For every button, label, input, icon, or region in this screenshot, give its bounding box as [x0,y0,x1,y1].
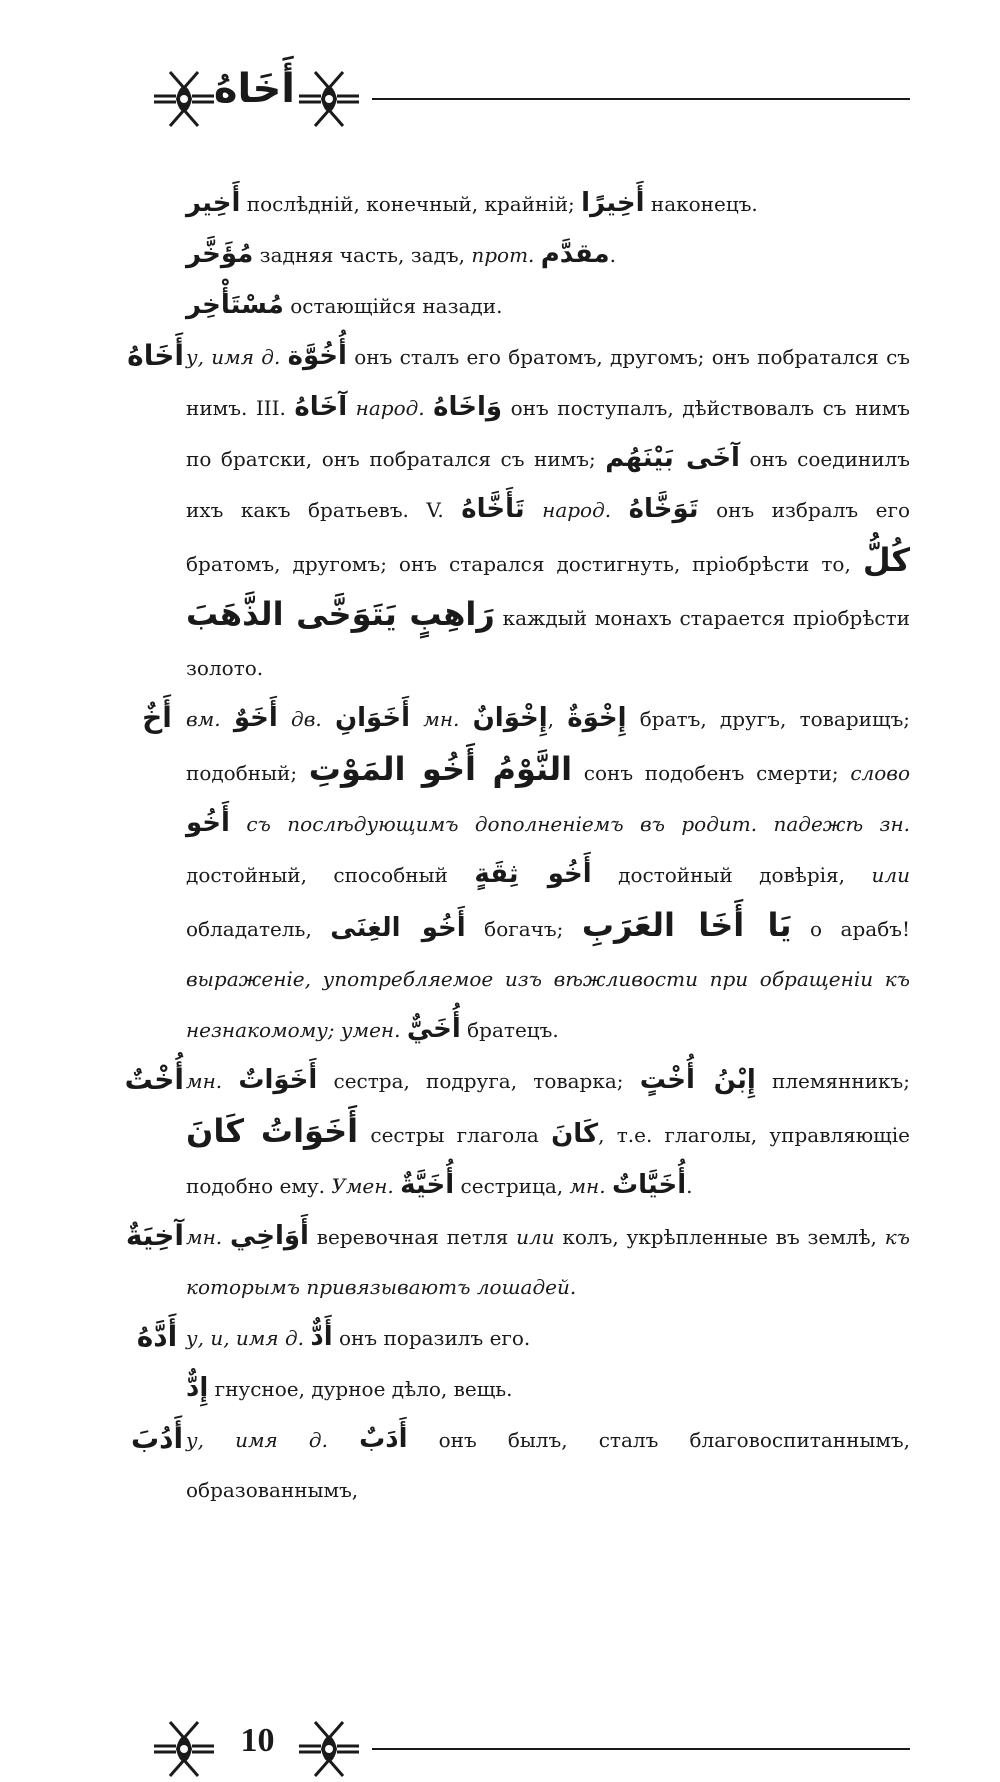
definition-text: , т.е. глаголы, управляющіе подобно ему. [186,1123,911,1198]
definition-text [221,707,234,731]
arabic-term: إِخْوَةٌ [567,703,627,733]
dictionary-subentry [130,178,910,229]
definition-text: достойный, способный [186,863,475,887]
dictionary-entry [127,331,911,693]
arabic-term: أَدَبٌ [359,1424,408,1454]
grammar-note: прот. [471,243,535,267]
dictionary-entry [124,1055,911,1211]
grammar-note: съ послѣдующимъ дополненіемъ въ родит. падежѣ зн. [246,812,910,836]
entry-headword: آخِيَةٌ [125,1219,184,1252]
definition-text: о арабъ! [791,917,910,941]
arabic-term: أَدٌّ [310,1322,333,1352]
grammar-note: дв. [291,707,322,731]
definition-text: сонъ подобенъ смерти; [572,761,851,785]
dictionary-subentry [130,280,910,331]
grammar-note: у, и, имя д. [186,1326,305,1350]
definition-text: колъ, укрѣпленные въ землѣ, [554,1225,885,1249]
grammar-note: слово [850,761,910,785]
definition-text: онъ сталъ его братомъ, другомъ; онъ побратался съ нимъ. III. [186,345,910,420]
definition-text: наконецъ. [644,192,758,216]
definition-text: веревочная петля [308,1225,517,1249]
arabic-term: أَخَوَاتٌ [238,1065,318,1095]
dictionary-entry [130,1414,910,1515]
definition-text: . [609,243,616,267]
grammar-note: мн. [186,1069,223,1093]
entry-headword: أَخٌ [142,701,172,734]
definition-text: племянникъ; [755,1069,910,1093]
arabic-term: أَخُو [186,808,230,838]
definition-text [459,707,472,731]
footer-rule [372,1748,910,1750]
dictionary-subentry [130,1363,910,1414]
fleuron-left-icon [150,1712,218,1782]
arabic-term: تَأَخَّاهُ [461,494,525,524]
arabic-term: أُخُوَّة [287,341,347,371]
arabic-term: إِبْنُ أُخْتٍ [639,1065,756,1095]
arabic-term: أَخُو الغِنَى [330,913,466,943]
header-headword: أَخَاهُ [213,66,295,112]
arabic-term: أَخِيرًا [581,188,645,218]
arabic-phrase: يَا أَخَا العَرَبِ [581,906,792,944]
definition-text [410,707,423,731]
definition-text: онъ былъ, сталъ благовоспитаннымъ, образованнымъ, [186,1428,911,1502]
arabic-phrase: كُلُّ رَاهِبٍ يَتَوَخَّى الذَّهَبَ [186,541,910,633]
arabic-term: أَخُو ثِقَةٍ [474,859,592,889]
definition-text [280,345,287,369]
definition-text [222,1225,230,1249]
grammar-note: народ. [355,396,425,420]
definition-text [222,1069,238,1093]
definition-text: онъ поразилъ его. [332,1326,531,1350]
page-number: 10 [240,1722,275,1759]
arabic-term: أُخَيٌّ [406,1014,461,1044]
definition-text: достойный довѣрія, [591,863,872,887]
definition-text [611,498,629,522]
definition-text: обладатель, [186,917,331,941]
arabic-term: أَخَوٌ [233,703,278,733]
arabic-term: أَخَوَانِ [334,703,410,733]
definition-text: онъ избралъ его братомъ, другомъ; онъ старался достигнуть, пріобрѣсти то, [186,498,910,576]
grammar-note: или [871,863,911,887]
dictionary-entry [125,1211,910,1312]
definition-text [278,707,291,731]
entry-headword: أَدُبَ [130,1422,184,1455]
definition-text: , [547,707,568,731]
grammar-note: мн. [186,1225,223,1249]
definition-text [230,812,246,836]
dictionary-subentry [130,229,910,280]
definition-text [347,396,356,420]
grammar-note: Умен. [331,1174,394,1198]
definition-text [525,498,543,522]
grammar-note: у, имя д. [186,1428,328,1452]
arabic-term: إِدٌّ [186,1373,209,1403]
grammar-note: или [516,1225,555,1249]
arabic-term: مُسْتَأْخِر [186,290,284,320]
definition-text: задняя часть, задъ, [253,243,472,267]
arabic-term: أُخَيَّاتٌ [611,1170,687,1200]
running-header [150,62,910,132]
grammar-note: народ. [542,498,612,522]
definition-text: сестра, подруга, товарка; [317,1069,640,1093]
arabic-phrase: أَخَوَاتُ كَانَ [186,1112,359,1150]
footer-bar [150,1712,910,1782]
arabic-phrase: النَّوْمُ أَخُو المَوْتِ [308,750,573,788]
definition-text: онъ соединилъ ихъ какъ братьевъ. V. [186,447,910,522]
arabic-term: مقدَّم [540,239,610,269]
arabic-term: أَوَاخِي [229,1221,309,1251]
arabic-term: أُخَيَّةٌ [400,1170,455,1200]
definition-text: богачъ; [465,917,582,941]
definition-text [322,707,335,731]
fleuron-right-icon [295,62,363,132]
arabic-term: وَاخَاهُ [433,392,503,422]
arabic-term: آخَاهُ [294,392,348,422]
definition-text: гнусное, дурное дѣло, вещь. [208,1377,513,1401]
definition-text: братъ, другъ, товарищъ; подобный; [186,707,911,785]
arabic-term: إِخْوَانٌ [472,703,548,733]
definition-text [328,1428,359,1452]
definition-text: братецъ. [460,1018,559,1042]
arabic-term: كَانَ [551,1119,599,1149]
arabic-term: تَوَخَّاهُ [628,494,699,524]
arabic-term: مُؤَخَّر [186,239,254,269]
grammar-note: выраженіе, употребляемое изъ вѣжливости при обращеніи къ незнакомому; умен. [186,967,910,1042]
definition-text: остающійся назади. [283,294,503,318]
entry-headword: أَخَاهُ [127,339,184,372]
grammar-note: мн. [569,1174,606,1198]
definition-text: онъ поступалъ, дѣйствовалъ съ нимъ по братски, онъ побратался съ нимъ; [186,396,910,471]
grammar-note: къ которымъ привязываютъ лошадей. [186,1225,910,1299]
dictionary-entry [130,693,910,1055]
entry-headword: أُخْتٌ [124,1063,184,1096]
fleuron-right-icon [295,1712,363,1782]
fleuron-left-icon [150,62,218,132]
dictionary-entry [130,1312,910,1363]
definition-text: сестры глагола [358,1123,552,1147]
entry-headword: أَدَّهُ [136,1320,178,1353]
arabic-term: أَخِير [186,188,241,218]
arabic-term: آخَى بَيْنَهُم [605,443,740,473]
grammar-note: у, имя д. [186,345,281,369]
dictionary-body [124,178,911,1515]
definition-text: сестрица, [454,1174,570,1198]
definition-text: каждый монахъ старается пріобрѣсти золото. [186,606,911,680]
definition-text: . [686,1174,693,1198]
grammar-note: вм. [186,707,221,731]
definition-text: послѣдній, конечный, крайній; [240,192,582,216]
definition-text [425,396,434,420]
grammar-note: мн. [423,707,460,731]
header-rule [372,98,910,100]
